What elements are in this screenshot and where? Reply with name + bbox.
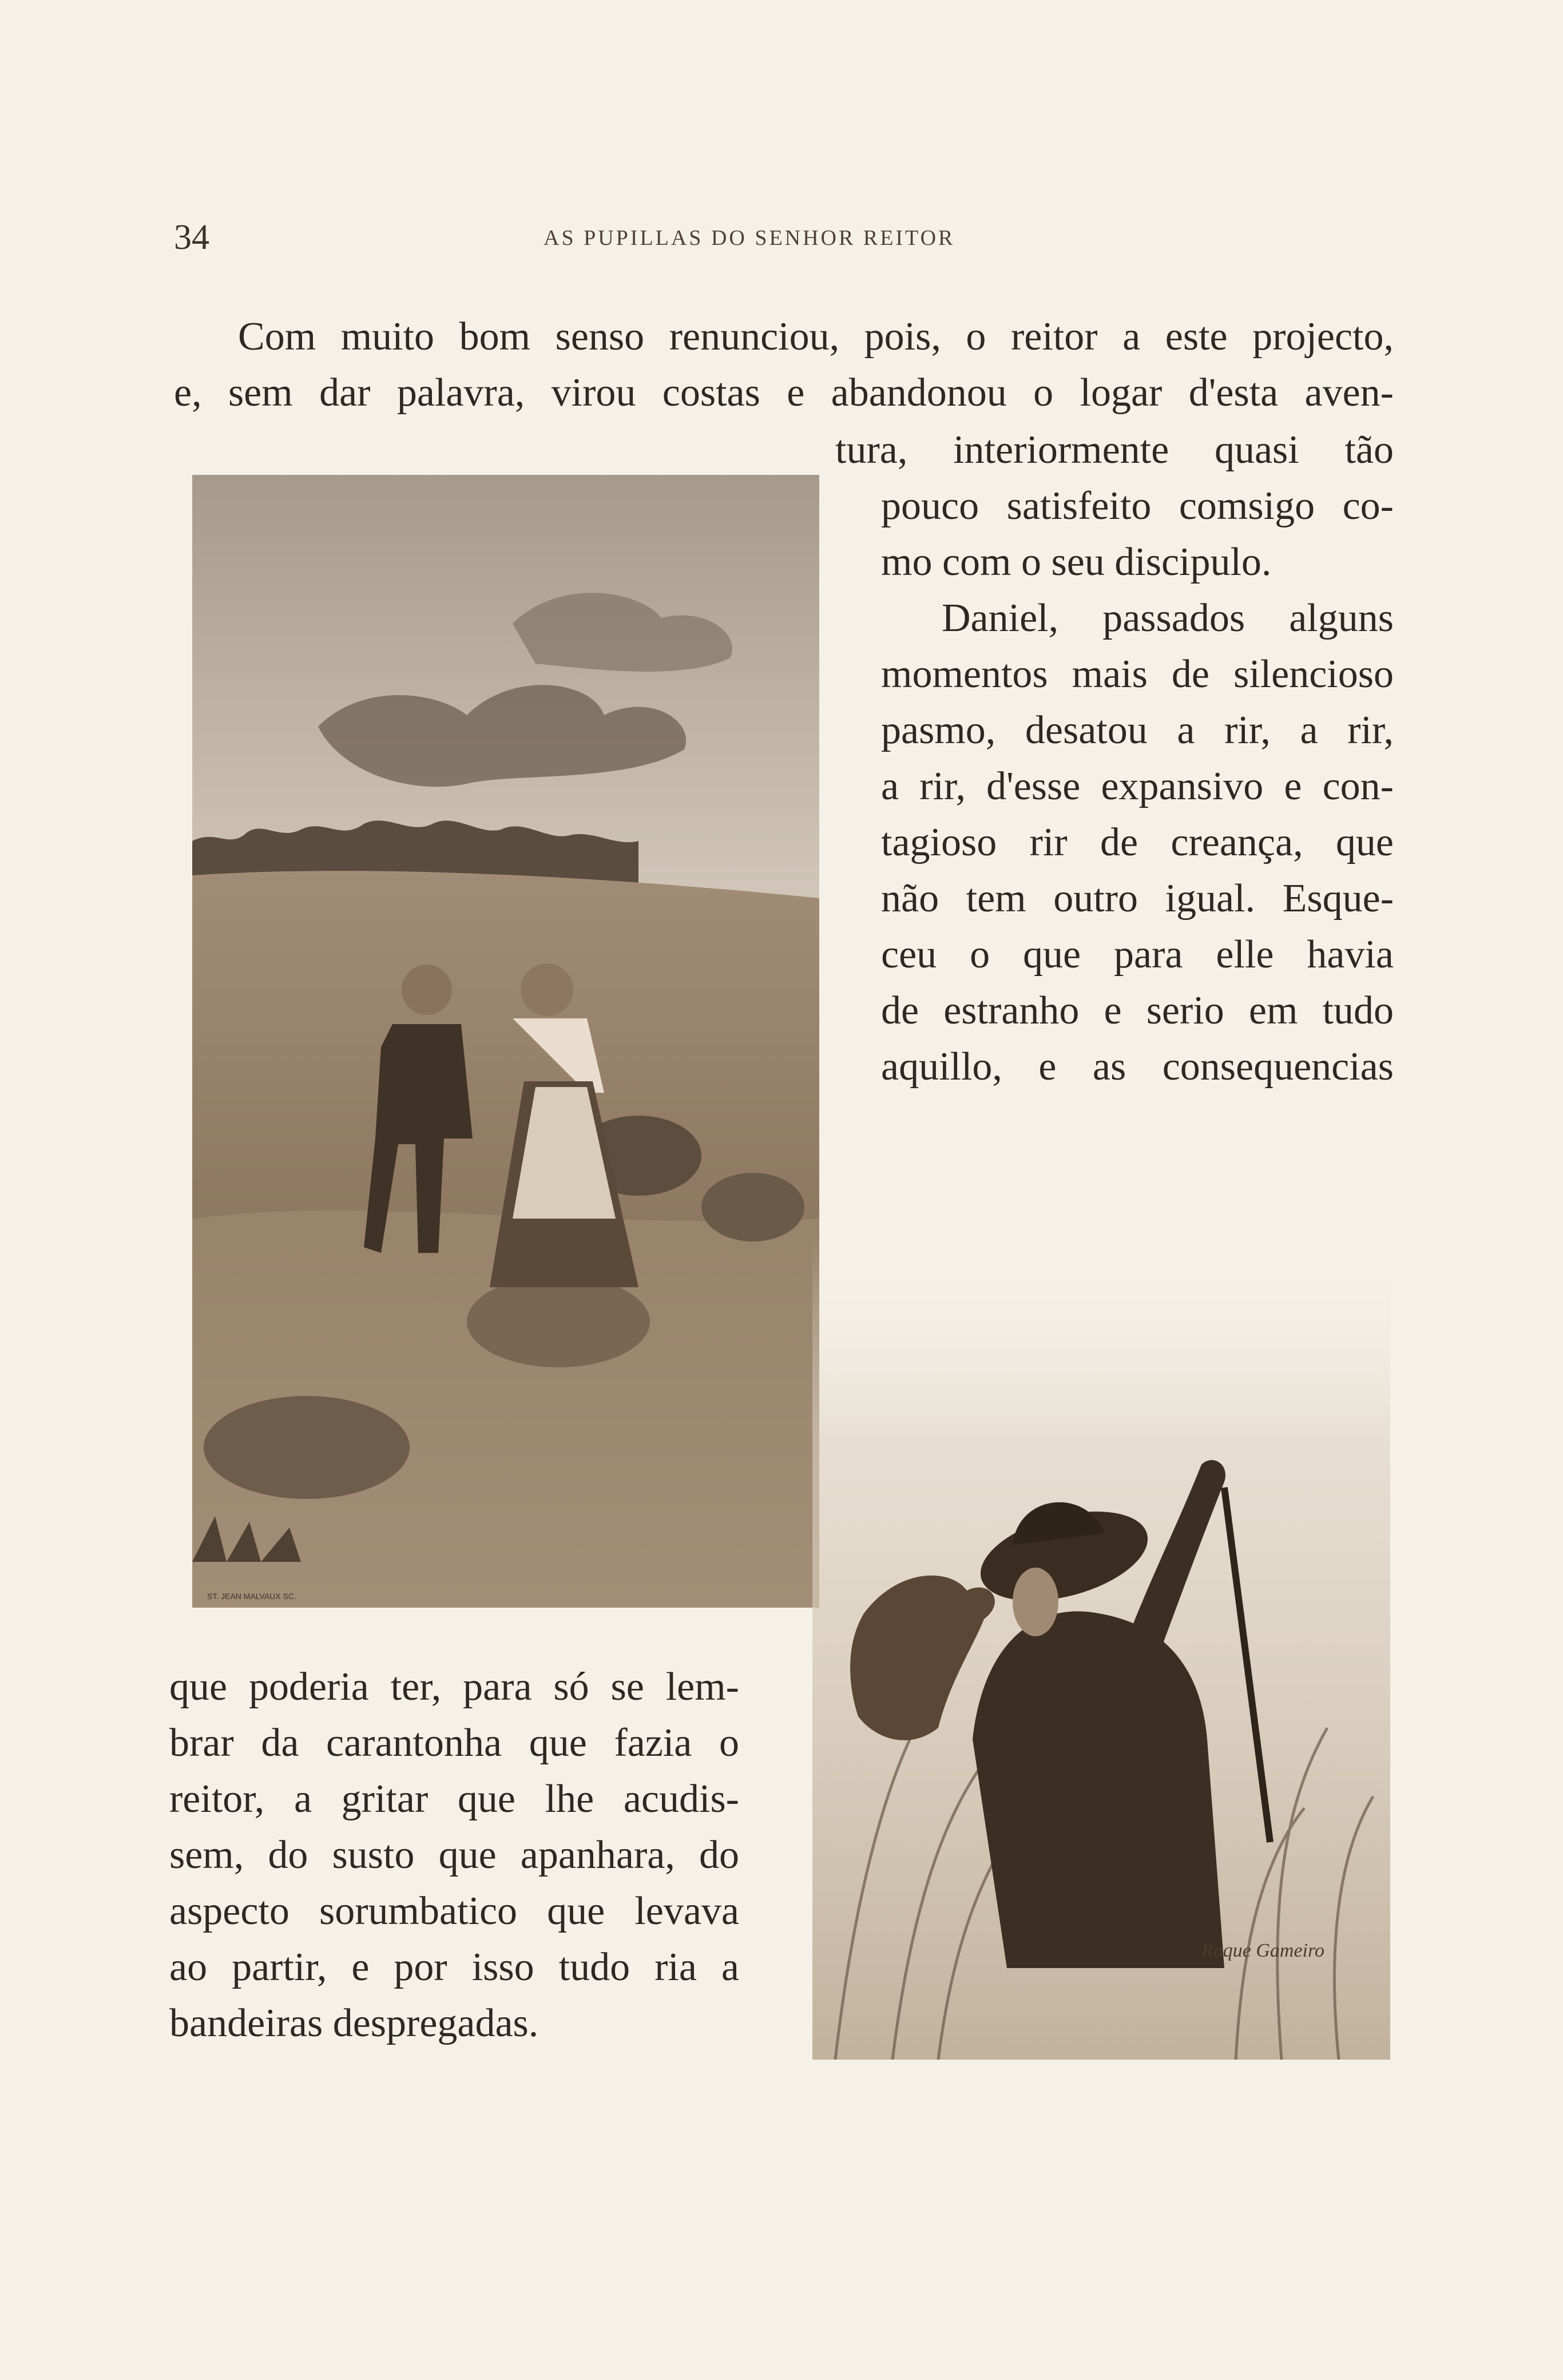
text-line: ceu o que para elle havia bbox=[881, 933, 1394, 977]
text-line: pasmo, desatou a rir, a rir, bbox=[881, 708, 1394, 752]
text-line: aspecto sorumbatico que levava bbox=[169, 1889, 739, 1933]
text-line: e, sem dar palavra, virou costas e abandonou o logar d'esta aven- bbox=[174, 371, 1394, 415]
figure-illustration-art bbox=[767, 1167, 1390, 2060]
page-number: 34 bbox=[174, 218, 209, 257]
text-line: Com muito bom senso renunciou, pois, o reitor a este projecto, bbox=[238, 315, 1394, 359]
text-line: mo com o seu discipulo. bbox=[881, 540, 1272, 584]
text-line: Daniel, passados alguns bbox=[942, 596, 1394, 640]
text-line: sem, do susto que apanhara, do bbox=[169, 1833, 739, 1877]
text-line: não tem outro igual. Esque- bbox=[881, 876, 1394, 921]
text-line: momentos mais de silencioso bbox=[881, 652, 1394, 696]
artist-signature: Roque Gameiro bbox=[1201, 1940, 1324, 1961]
text-line: reitor, a gritar que lhe acudis- bbox=[169, 1777, 739, 1821]
text-line: pouco satisfeito comsigo co- bbox=[881, 484, 1394, 528]
text-line: ao partir, e por isso tudo ria a bbox=[169, 1945, 739, 1989]
text-line: aquillo, e as consequencias bbox=[881, 1045, 1394, 1089]
text-line: a rir, d'esse expansivo e con- bbox=[881, 764, 1394, 808]
text-line: brar da carantonha que fazia o bbox=[169, 1721, 739, 1765]
figure-illustration bbox=[767, 1167, 1390, 2060]
text-line: tura, interiormente quasi tão bbox=[835, 428, 1394, 472]
landscape-illustration-art bbox=[192, 475, 819, 1608]
text-line: que poderia ter, para só se lem- bbox=[169, 1665, 739, 1709]
text-line: bandeiras despregadas. bbox=[169, 2001, 539, 2045]
text-line: de estranho e serio em tudo bbox=[881, 989, 1394, 1033]
running-title: AS PUPILLAS DO SENHOR REITOR bbox=[544, 226, 955, 250]
engraver-credit: ST. JEAN MALVAUX SC. bbox=[207, 1592, 296, 1601]
text-line: tagioso rir de creança, que bbox=[881, 820, 1394, 864]
landscape-illustration bbox=[192, 475, 819, 1608]
